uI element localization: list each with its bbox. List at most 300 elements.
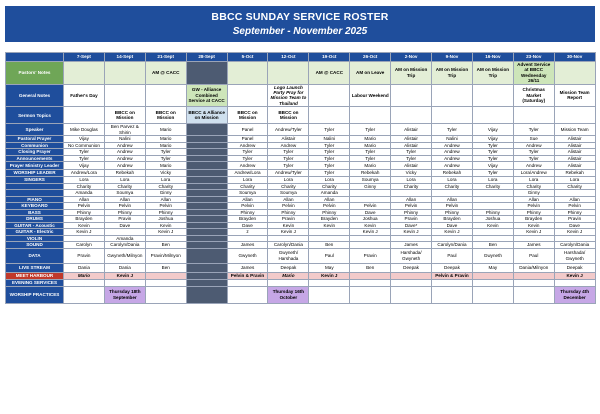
roster-cell: Lora [554,177,595,184]
roster-cell: Pravin/Milnyon [145,248,186,263]
roster-cell: Alistair [391,162,432,170]
roster-cell: Dave [227,222,268,229]
roster-cell [104,62,145,85]
roster-cell: Phinny [432,209,473,216]
roster-cell: Tyler [513,155,554,162]
row-label: KEYBOARD [6,203,64,210]
roster-cell [432,279,473,286]
roster-cell: Vicky [391,170,432,177]
roster-row [6,279,596,286]
roster-cell: Tyler [472,170,513,177]
roster-cell: Kevin J [104,272,145,279]
roster-cell: Gwyneth/ Harshada [268,248,309,263]
row-label: BASS [6,209,64,216]
roster-cell: Tyler [268,155,309,162]
roster-cell: Tyler [472,155,513,162]
roster-cell: Dania [64,263,105,272]
roster-cell: Alistair [554,155,595,162]
roster-cell: AM @ CACC [145,62,186,85]
row-label: General Notes [6,84,64,107]
roster-cell: Ginny [350,183,391,190]
roster-cell [472,286,513,303]
roster-cell: Tyler [227,149,268,156]
roster-cell: Brayden [309,216,350,223]
roster-cell: Phinny [309,209,350,216]
row-label: GUITAR - Acoustic [6,222,64,229]
roster-cell: Carolyn/Dania [432,242,473,249]
date-header-2: 21-Sept [145,53,186,62]
roster-cell: Andrew [432,142,473,149]
roster-cell: Tyler [309,155,350,162]
roster-cell [145,272,186,279]
roster-cell: Tyler [350,155,391,162]
roster-cell: Dave [432,222,473,229]
roster-cell: Dave [350,209,391,216]
roster-cell: Kevin J [309,272,350,279]
roster-cell: Joshua [350,216,391,223]
roster-cell: Kevin J [391,229,432,236]
roster-row [6,286,596,303]
roster-cell: Andrew [104,155,145,162]
date-header-9: 9-Nov [432,53,473,62]
date-header-4: 5-Oct [227,53,268,62]
roster-cell: Tyler [391,155,432,162]
roster-cell: Lora [227,177,268,184]
roster-cell: Andrew/Tyler [268,170,309,177]
roster-row [6,124,596,136]
roster-cell: Dave* [391,222,432,229]
roster-cell: Tyler [145,155,186,162]
roster-cell: Charity [432,183,473,190]
roster-cell: May [472,263,513,272]
roster-cell: Soumya [104,190,145,197]
roster-cell: Carolyn/Dania [268,242,309,249]
roster-cell: James [513,242,554,249]
row-label: Pastors' Notes [6,62,64,85]
roster-row [6,170,596,177]
row-label: DATA [6,248,64,263]
roster-cell: GW - Alliance Combined Service at CACC [186,84,227,107]
roster-cell: Paul [309,248,350,263]
roster-cell: BBCC on Mission [104,107,145,124]
roster-title: BBCC SUNDAY SERVICE ROSTER [211,11,389,23]
roster-cell: BBCC & Alliance on Mission [186,107,227,124]
roster-cell: Alistair [554,162,595,170]
roster-cell [186,124,227,136]
roster-cell [186,62,227,85]
roster-cell: Kevin J [554,229,595,236]
roster-cell [472,107,513,124]
row-label: Prayer Ministry Leader [6,162,64,170]
roster-cell: Tyler [350,124,391,136]
roster-header [5,6,595,42]
roster-cell: Tyler [432,124,473,136]
roster-cell: Allan [554,196,595,203]
roster-cell: Andrew [104,149,145,156]
roster-cell: Nalini [309,136,350,143]
roster-cell: Pelvin [227,203,268,210]
roster-subtitle: September - November 2025 [232,26,368,37]
roster-cell: Harshada/ Gwyneth [554,248,595,263]
roster-cell: Tyler [227,155,268,162]
roster-cell: Andrew [227,142,268,149]
roster-cell [64,62,105,85]
roster-cell: Andrew [227,162,268,170]
roster-cell: Alistair [391,142,432,149]
roster-cell: Deepak [268,263,309,272]
roster-cell: Dania/Milnyon [513,263,554,272]
roster-cell [227,84,268,107]
roster-cell: Vicky [145,170,186,177]
roster-cell: Ben Parvez & Shirin [104,124,145,136]
roster-cell: Charity [513,183,554,190]
row-label: SINGERS [6,177,64,184]
roster-cell: Andrew [513,142,554,149]
roster-cell: Phinny [391,209,432,216]
roster-cell [554,107,595,124]
roster-cell: Amanda [64,190,105,197]
roster-cell: No Communion [64,142,105,149]
roster-cell: James [227,242,268,249]
roster-cell: Andrew [104,162,145,170]
roster-cell: Charity [145,183,186,190]
roster-cell: Phinny [268,209,309,216]
roster-cell [104,279,145,286]
roster-cell: Thursday 16th October [268,286,309,303]
roster-cell: Dania [104,263,145,272]
roster-cell: Vijay [472,162,513,170]
roster-cell: Andrew [432,149,473,156]
roster-cell: Sue [513,136,554,143]
roster-cell: Alistair [554,136,595,143]
roster-cell: Andrew/Tyler [268,124,309,136]
roster-cell [268,279,309,286]
roster-row [6,62,596,85]
roster-cell: Ben [350,263,391,272]
row-label: Sermon Topics [6,107,64,124]
roster-table [5,52,596,304]
roster-cell: Lora [432,177,473,184]
roster-cell [391,286,432,303]
roster-cell: Mission Team [554,124,595,136]
roster-cell: Phinny [554,209,595,216]
roster-cell [350,279,391,286]
roster-cell: Lora [104,177,145,184]
roster-row [6,107,596,124]
roster-cell: Kevin J [268,229,309,236]
row-label: Speaker [6,124,64,136]
roster-cell: Panel [227,124,268,136]
roster-cell: Kevin [309,222,350,229]
roster-cell: Ben [472,242,513,249]
roster-cell [64,107,105,124]
roster-cell [350,286,391,303]
roster-cell: Carolyn [64,242,105,249]
roster-cell [145,286,186,303]
roster-cell: Tyler [309,149,350,156]
roster-cell: Joshua [145,216,186,223]
roster-cell: Kevin J [64,229,105,236]
roster-cell: Andrew [268,142,309,149]
roster-cell [554,279,595,286]
roster-cell: Deepak [391,263,432,272]
roster-cell: Charity [309,183,350,190]
roster-cell: Deepak [554,263,595,272]
roster-cell: Charity [391,183,432,190]
row-label: Communion [6,142,64,149]
roster-cell: Mario [145,124,186,136]
roster-cell: Brayden [227,216,268,223]
date-header-1: 14-Sept [104,53,145,62]
roster-cell: Mario [145,136,186,143]
roster-cell: Mario [350,142,391,149]
roster-cell: Allan [145,196,186,203]
row-label: WORSHIP PRACTICES [6,286,64,303]
roster-cell [350,107,391,124]
roster-cell: Tyler [64,155,105,162]
roster-cell [186,286,227,303]
roster-cell: Tyler [64,149,105,156]
roster-cell: Brayden [432,216,473,223]
roster-cell [472,279,513,286]
roster-cell: Kevin [268,222,309,229]
row-label: PIANO [6,196,64,203]
roster-cell: Kevin J [513,229,554,236]
roster-cell: Lora [472,177,513,184]
date-header-3: 28-Sept [186,53,227,62]
roster-cell: Phinny [513,209,554,216]
roster-cell: Vijay [64,136,105,143]
roster-cell: Lora [391,177,432,184]
roster-cell: Kevin J [350,229,391,236]
roster-cell: Lora [64,177,105,184]
roster-cell: James [227,263,268,272]
roster-cell: Amanda [104,235,145,242]
roster-cell: AM on Mission Trip [432,62,473,85]
roster-row [6,248,596,263]
roster-cell: Pravin [64,248,105,263]
roster-cell: Rebekah [350,170,391,177]
roster-cell: Ben [145,242,186,249]
roster-cell: Andrew/Lora [227,170,268,177]
roster-cell: z [227,229,268,236]
roster-cell: Pelvin [513,203,554,210]
roster-cell [554,62,595,85]
roster-cell: Pelvin [145,203,186,210]
roster-cell: Nalini [432,136,473,143]
roster-cell [309,286,350,303]
roster-cell: Mario [350,136,391,143]
roster-cell [432,84,473,107]
row-label: Announcements [6,155,64,162]
roster-cell: Carolyn/Dania [104,242,145,249]
row-label: WORSHIP LEADER [6,170,64,177]
roster-cell: Pelvin [64,203,105,210]
roster-cell: Ginny [145,190,186,197]
roster-cell: Alistair [554,149,595,156]
roster-cell: Charity [104,183,145,190]
roster-cell: Brayden [513,216,554,223]
roster-cell [186,263,227,272]
roster-cell: Tyler [309,170,350,177]
roster-cell [309,107,350,124]
roster-cell: Pravin [391,216,432,223]
roster-cell [391,272,432,279]
roster-cell: Tyler [472,142,513,149]
roster-cell: Mario [145,142,186,149]
roster-cell: Pravin [554,216,595,223]
roster-cell [350,272,391,279]
roster-cell [391,84,432,107]
roster-cell: Lora [145,177,186,184]
roster-cell: Tyler [268,149,309,156]
roster-cell: Vijay [472,136,513,143]
roster-cell [64,286,105,303]
roster-cell: Pelvin [432,203,473,210]
row-label: SOUND [6,242,64,249]
roster-cell: Soumya [268,190,309,197]
date-header-12: 30-Nov [554,53,595,62]
roster-cell: Tyler [513,124,554,136]
roster-cell: Rebekah [104,170,145,177]
row-label: Closing Prayer [6,149,64,156]
roster-cell: Kevin [472,222,513,229]
roster-cell: Soumya [350,177,391,184]
roster-cell: Carolyn/Dania [554,242,595,249]
row-label: GUITAR - Electric [6,229,64,236]
roster-cell [145,84,186,107]
roster-cell: Alistair [554,142,595,149]
roster-cell: Mario [350,162,391,170]
roster-cell: Kevin [513,222,554,229]
roster-cell: Allan [432,196,473,203]
roster-cell: Alistair [268,136,309,143]
roster-cell: Allan [227,196,268,203]
roster-cell: Andrew [432,155,473,162]
roster-cell: Charity [554,183,595,190]
roster-row [6,84,596,107]
roster-cell [432,286,473,303]
roster-cell [309,279,350,286]
date-header-5: 12-Oct [268,53,309,62]
roster-cell: AM on Mission Trip [391,62,432,85]
roster-cell: Kevin [350,222,391,229]
roster-cell: AM on Mission Trip [472,62,513,85]
roster-cell [186,162,227,170]
roster-cell: Brayden [64,216,105,223]
roster-cell: Phinny [227,209,268,216]
roster-cell: Tyler [309,162,350,170]
roster-cell: Paul [513,248,554,263]
roster-cell: Pelvin [554,203,595,210]
roster-cell: Mission Team Report [554,84,595,107]
roster-cell [186,272,227,279]
roster-cell: Pelvin & Pravin [227,272,268,279]
roster-cell [513,272,554,279]
roster-cell: Phinny [104,209,145,216]
roster-cell: Christmas Market (Saturday) [513,84,554,107]
roster-cell: Father's Day [64,84,105,107]
roster-cell [186,248,227,263]
roster-cell: Rebekah [432,170,473,177]
roster-cell: Mario [268,272,309,279]
roster-cell: Tyler [513,149,554,156]
roster-cell: Gwyneth [472,248,513,263]
roster-cell: Advent Service at BBCC Wednesday 26/11 [513,62,554,85]
roster-cell: BBCC on Mission [227,107,268,124]
roster-cell: Charity [268,183,309,190]
roster-cell: Andrew/Lora [64,170,105,177]
row-label: Pastoral Prayer [6,136,64,143]
row-label: MEET HARBOUR [6,272,64,279]
roster-cell: Labour Weekend [350,84,391,107]
roster-cell: Mike Douglas [64,124,105,136]
row-label: VIOLIN [6,235,64,242]
roster-cell: Thursday 4th December [554,286,595,303]
roster-cell: Logo Launch Party Pray for Mission Team to Thailand [268,84,309,107]
roster-cell: Pelvin [104,203,145,210]
roster-cell [227,62,268,85]
date-header-6: 19-Oct [309,53,350,62]
roster-cell: Allan [391,196,432,203]
roster-cell: Vijay [64,162,105,170]
roster-cell: Rebekah [554,170,595,177]
roster-row [6,162,596,170]
roster-cell: Ben [145,263,186,272]
roster-cell: Dave [554,222,595,229]
roster-cell [513,286,554,303]
roster-cell: Andrew [104,142,145,149]
roster-cell: Amanda [309,190,350,197]
roster-cell: Tyler [472,149,513,156]
roster-cell: James [391,242,432,249]
roster-cell: Kevin J [145,229,186,236]
roster-cell: Tyler [145,149,186,156]
date-header-10: 16-Nov [472,53,513,62]
roster-cell: Pelvin & Pravin [432,272,473,279]
roster-cell: Allan [104,196,145,203]
row-label: EVENING SERVICES [6,279,64,286]
roster-cell: Charity [227,183,268,190]
roster-cell: Paul [432,248,473,263]
roster-cell [432,107,473,124]
roster-cell: Joshua [472,216,513,223]
roster-cell: Harshada/ Gwyneth [391,248,432,263]
roster-cell: Charity [64,183,105,190]
roster-cell [472,272,513,279]
roster-cell: Kevin [64,222,105,229]
row-label: LIVE STREAM [6,263,64,272]
roster-cell [227,286,268,303]
roster-cell: Allan [513,196,554,203]
roster-cell: Allan [309,196,350,203]
roster-cell: BBCC on Mission [145,107,186,124]
roster-cell: Tyler [309,142,350,149]
roster-cell: Phinny [472,209,513,216]
date-header-row [6,53,596,62]
roster-cell: Pravin [350,248,391,263]
roster-cell: Alistair [391,136,432,143]
roster-cell [472,84,513,107]
roster-cell: Pelvin [391,203,432,210]
row-label: DRUMS [6,216,64,223]
roster-cell: Deepak [432,263,473,272]
roster-cell: Lora/Andrew [513,170,554,177]
roster-cell: AM on Leave [350,62,391,85]
roster-cell: Ginny [513,190,554,197]
roster-cell: Pravin [268,216,309,223]
roster-cell: Tyler [391,149,432,156]
